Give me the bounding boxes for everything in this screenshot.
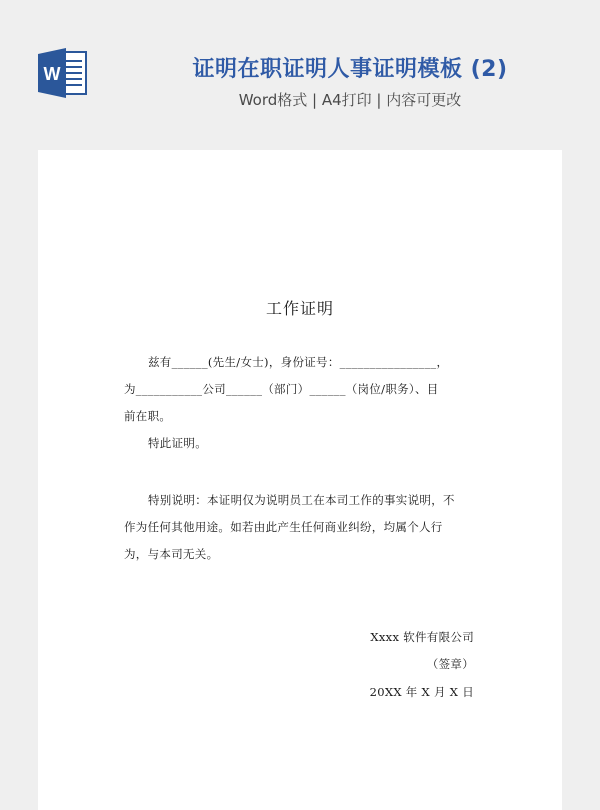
document-line: 兹有______(先生/女士)，身份证号：________________，: [148, 355, 449, 369]
company-name: Xxxx 软件有限公司: [370, 630, 474, 644]
document-line: 为___________公司______（部门）______（岗位/职务）、目: [124, 382, 439, 396]
document-note-line: 为，与本司无关。: [124, 547, 219, 561]
document-paper: [38, 150, 562, 810]
word-document-icon: [36, 47, 92, 99]
seal-text: （签章）: [426, 657, 474, 671]
page-title: 证明在职证明人事证明模板 (2): [192, 57, 508, 82]
page-subtitle: Word格式 | A4打印 | 内容可更改: [238, 91, 462, 109]
document-line: 特此证明。: [148, 436, 207, 450]
document-note-line: 作为任何其他用途。如若由此产生任何商业纠纷，均属个人行: [124, 520, 443, 534]
document-title: 工作证明: [265, 299, 334, 318]
document-line: 前在职。: [124, 409, 172, 423]
svg-text:W: W: [43, 64, 61, 84]
document-date: 20XX 年 X 月 X 日: [369, 685, 474, 699]
document-note-line: 特别说明：本证明仅为说明员工在本司工作的事实说明，不: [148, 493, 455, 507]
